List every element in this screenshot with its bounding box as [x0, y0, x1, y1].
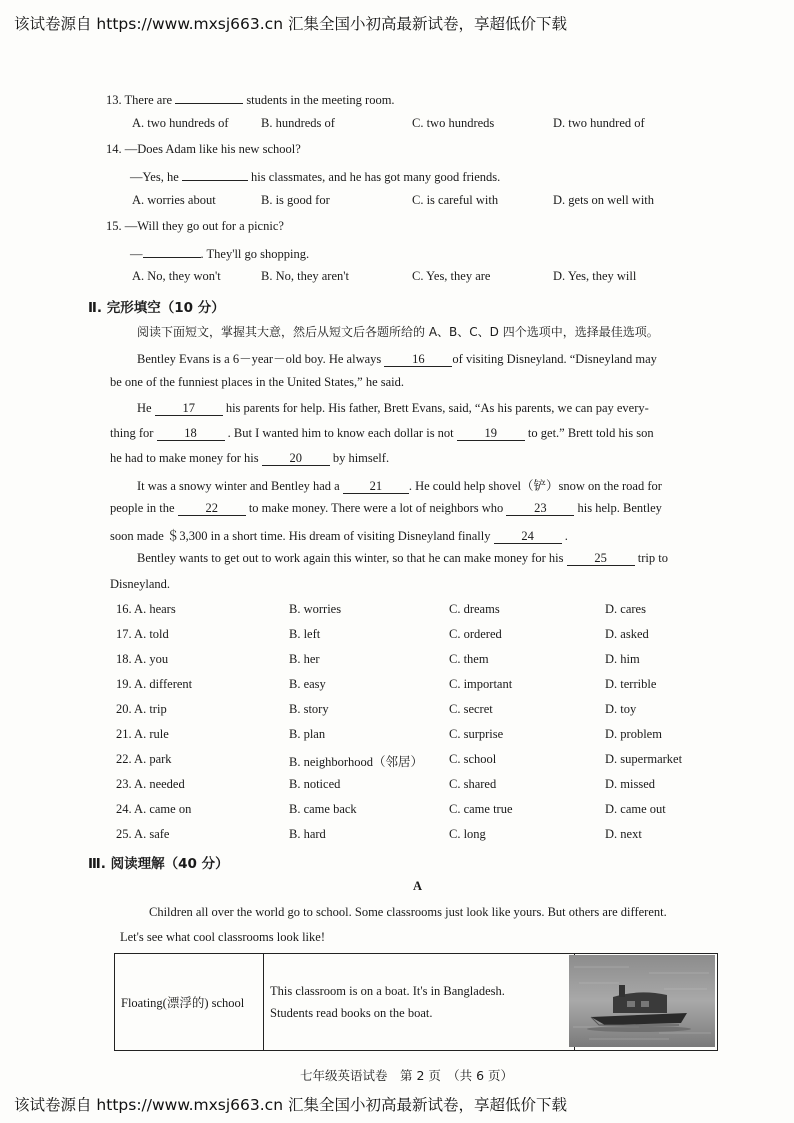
blank-18: 18	[157, 426, 225, 441]
answer-blank	[182, 167, 248, 181]
question-13-prefix: 13. There are	[106, 93, 173, 107]
cloze-option: B. worries	[289, 602, 342, 616]
text: by himself.	[332, 451, 390, 465]
cloze-option: B. story	[289, 702, 329, 716]
option: D. gets on well with	[553, 193, 655, 207]
text: .	[564, 529, 568, 543]
text: to get.” Brett told his son	[527, 426, 654, 440]
cloze-option: B. easy	[289, 677, 326, 691]
question-13	[106, 90, 395, 108]
option: C. is careful with	[412, 193, 499, 207]
blank-22: 22	[178, 501, 246, 516]
cloze-line	[110, 501, 662, 516]
table-cell-description	[264, 954, 575, 1051]
cloze-option: D. cares	[605, 602, 646, 616]
answer-blank	[175, 90, 243, 104]
cloze-option: B. hard	[289, 827, 326, 841]
cloze-option: 23. A. needed	[116, 777, 185, 791]
text: He	[137, 401, 152, 415]
option: A. two hundreds of	[132, 116, 229, 130]
section-heading-cloze: Ⅱ. 完形填空（10 分）	[88, 300, 225, 316]
cloze-option: D. missed	[605, 777, 655, 791]
question-13-suffix: students in the meeting room.	[246, 93, 395, 107]
floating-school-photo	[569, 955, 715, 1047]
cloze-option: B. neighborhood（邻居）	[289, 755, 424, 769]
cloze-option: 20. A. trip	[116, 702, 167, 716]
cloze-instruction: 阅读下面短文，掌握其大意，然后从短文后各题所给的 A、B、C、D 四个选项中，选择最佳选项。	[137, 325, 659, 339]
question-14: 14. —Does Adam like his new school?	[106, 142, 301, 156]
text: of visiting Disneyland. “Disneyland may	[452, 352, 657, 366]
text: his help. Bentley	[577, 501, 662, 515]
cloze-option: D. supermarket	[605, 752, 683, 766]
cloze-option: C. them	[449, 652, 489, 666]
cloze-option: C. school	[449, 752, 497, 766]
table-cell-name: Floating(漂浮的) school	[115, 954, 264, 1051]
cloze-line	[137, 551, 668, 566]
blank-23: 23	[506, 501, 574, 516]
cloze-option: 21. A. rule	[116, 727, 169, 741]
cloze-option: D. toy	[605, 702, 637, 716]
cloze-line	[110, 451, 389, 466]
cloze-line	[137, 476, 662, 494]
cloze-option: 19. A. different	[116, 677, 193, 691]
cloze-option: C. important	[449, 677, 513, 691]
section-heading-reading: Ⅲ. 阅读理解（40 分）	[88, 856, 229, 872]
cloze-option: D. terrible	[605, 677, 657, 691]
cloze-option: C. ordered	[449, 627, 502, 641]
source-banner-top: 该试卷源自 https://www.mxsj663.cn 汇集全国小初高最新试卷，享超低价下载	[14, 15, 567, 33]
cloze-option: D. him	[605, 652, 640, 666]
option: D. two hundred of	[553, 116, 645, 130]
cloze-line	[137, 349, 657, 367]
cloze-option: D. next	[605, 827, 642, 841]
source-banner-bottom: 该试卷源自 https://www.mxsj663.cn 汇集全国小初高最新试卷，享超低价下载	[14, 1096, 567, 1114]
cloze-option: C. surprise	[449, 727, 504, 741]
cloze-option: B. her	[289, 652, 320, 666]
text: soon made ＄3,300 in a short time. His dream of visiting Disneyland finally	[110, 529, 491, 543]
cloze-option: C. came true	[449, 802, 513, 816]
question-14-reply-prefix: —Yes, he	[130, 170, 179, 184]
cloze-option: 16. A. hears	[116, 602, 176, 616]
cloze-line	[110, 426, 654, 441]
page-footer: 七年级英语试卷 第 2 页 （共 6 页）	[300, 1068, 514, 1083]
text: his parents for help. His father, Brett Evans, said, “As his parents, we can pay every-	[225, 401, 649, 415]
cloze-line: Disneyland.	[110, 577, 171, 591]
cloze-option: B. left	[289, 627, 321, 641]
cloze-option: C. long	[449, 827, 486, 841]
cloze-option: C. shared	[449, 777, 497, 791]
option: C. Yes, they are	[412, 269, 491, 283]
text: to make money. There were a lot of neighbors who	[248, 501, 504, 515]
cloze-option: 24. A. came on	[116, 802, 192, 816]
option: D. Yes, they will	[553, 269, 637, 283]
blank-19: 19	[457, 426, 525, 441]
question-15-reply-prefix: —	[130, 247, 143, 261]
cloze-option: C. dreams	[449, 602, 500, 616]
text: thing for	[110, 426, 154, 440]
text: Bentley Evans is a 6－year－old boy. He always	[137, 352, 382, 366]
reading-intro-line: Let's see what cool classrooms look like!	[120, 930, 325, 944]
text: trip to	[637, 551, 668, 565]
cloze-line: be one of the funniest places in the United States,” he said.	[110, 375, 405, 389]
cloze-option: D. asked	[605, 627, 649, 641]
option: B. is good for	[261, 193, 330, 207]
cloze-option: B. came back	[289, 802, 357, 816]
blank-21: 21	[343, 479, 409, 494]
option: A. No, they won't	[132, 269, 221, 283]
option: C. two hundreds	[412, 116, 495, 130]
description-line: This classroom is on a boat. It's in Bangladesh.	[270, 984, 505, 998]
question-15-reply	[130, 244, 309, 262]
cloze-option: D. problem	[605, 727, 662, 741]
blank-20: 20	[262, 451, 330, 466]
cloze-option: B. noticed	[289, 777, 341, 791]
cloze-option: 22. A. park	[116, 752, 172, 766]
answer-blank	[143, 244, 201, 258]
cloze-option: 17. A. told	[116, 627, 169, 641]
cloze-option: D. came out	[605, 802, 666, 816]
text: . But I wanted him to know each dollar is not	[227, 426, 454, 440]
passage-label: A	[413, 879, 423, 893]
text: It was a snowy winter and Bentley had a	[137, 479, 340, 493]
option: A. worries about	[132, 193, 216, 207]
blank-16: 16	[384, 352, 452, 367]
cloze-line	[110, 526, 568, 544]
question-14-reply-suffix: his classmates, and he has got many good friends.	[251, 170, 501, 184]
text: . He could help shovel（铲）snow on the road for	[408, 479, 662, 493]
cloze-option: 25. A. safe	[116, 827, 170, 841]
cloze-option: B. plan	[289, 727, 326, 741]
text: Bentley wants to get out to work again this winter, so that he can make money for his	[137, 551, 564, 565]
text: people in the	[110, 501, 175, 515]
text: he had to make money for his	[110, 451, 259, 465]
cloze-option: 18. A. you	[116, 652, 169, 666]
description-line: Students read books on the boat.	[270, 1006, 433, 1020]
blank-25: 25	[567, 551, 635, 566]
question-14-reply	[130, 167, 500, 185]
question-15-reply-suffix: . They'll go shopping.	[200, 247, 310, 261]
cloze-line	[137, 401, 649, 416]
reading-intro-line: Children all over the world go to school. Some classrooms just look like yours. But others are different.	[149, 905, 667, 919]
cloze-option: C. secret	[449, 702, 493, 716]
option: B. No, they aren't	[261, 269, 349, 283]
blank-24: 24	[494, 529, 562, 544]
question-15: 15. —Will they go out for a picnic?	[106, 219, 284, 233]
option: B. hundreds of	[261, 116, 335, 130]
blank-17: 17	[155, 401, 223, 416]
